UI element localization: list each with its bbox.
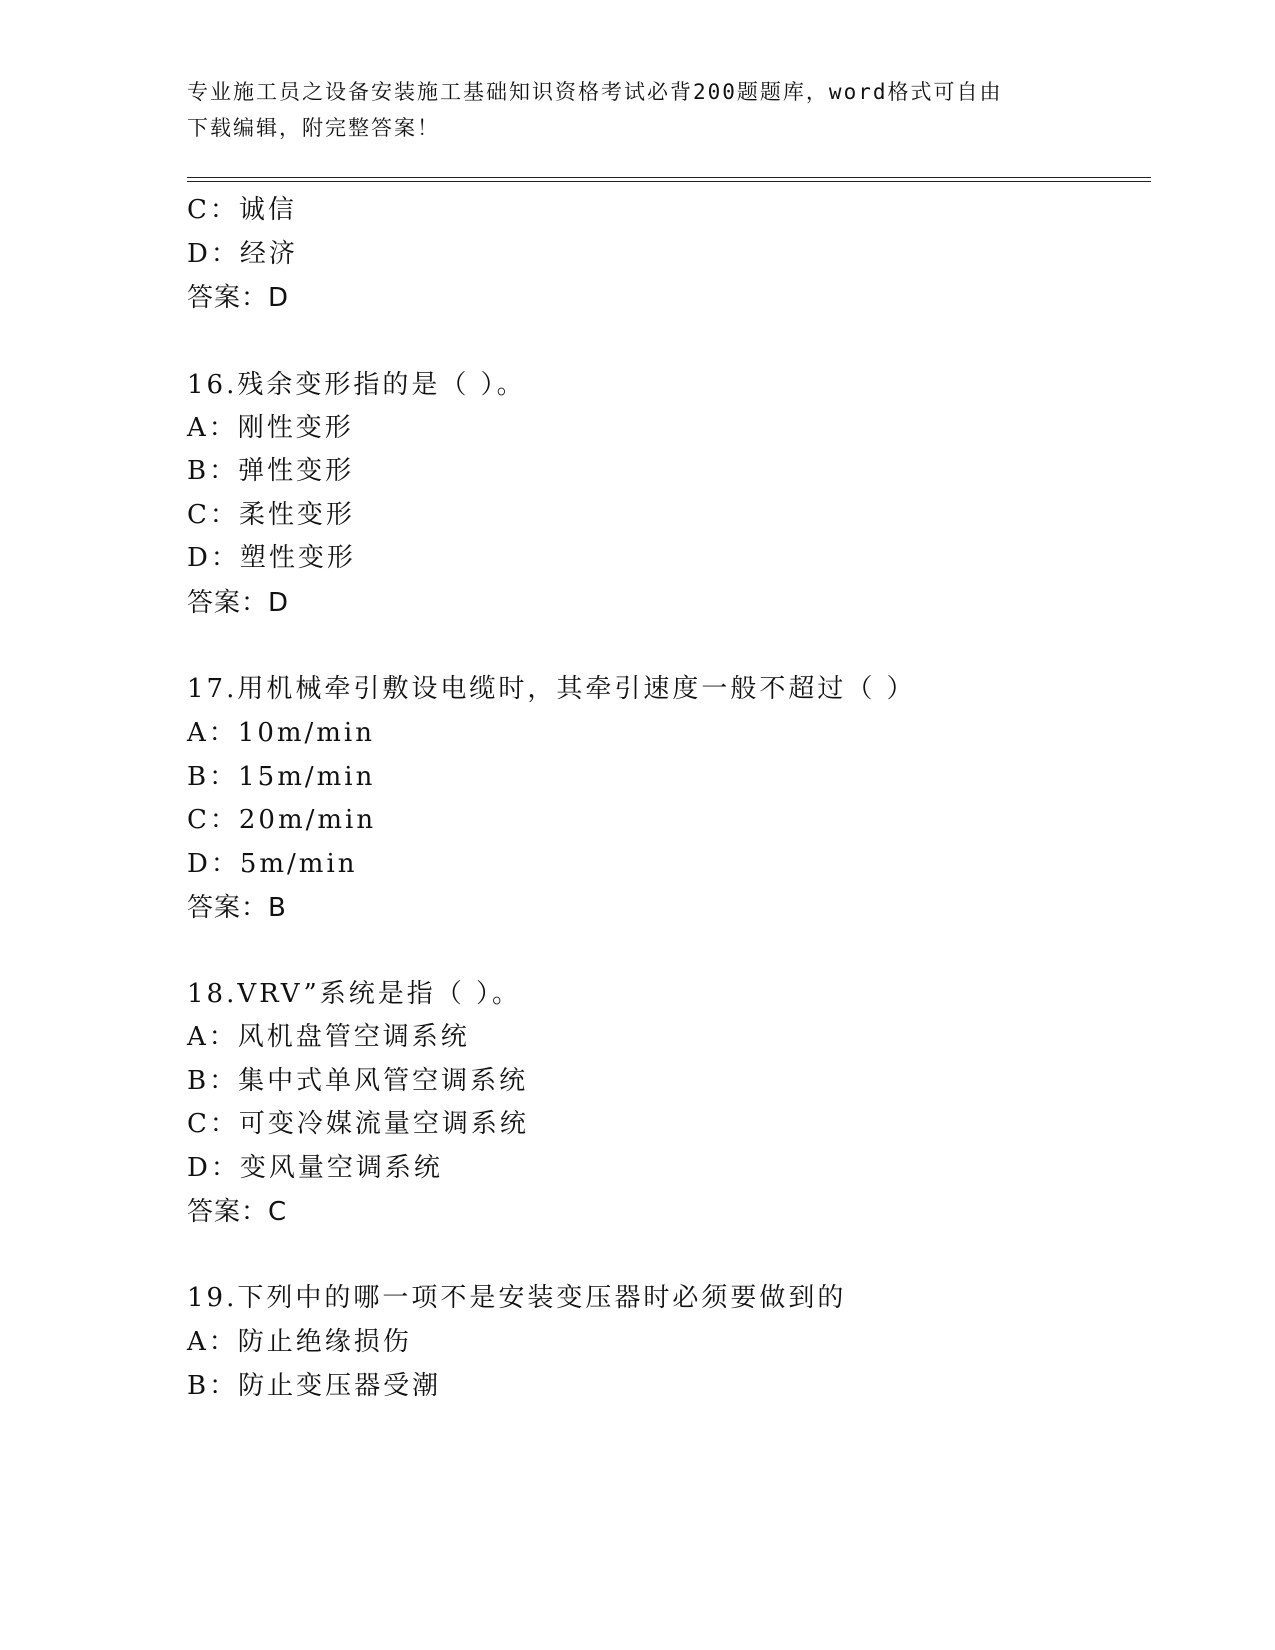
question-16-option-b: B：弹性变形 xyxy=(187,456,355,486)
question-18-answer: 答案：C xyxy=(187,1197,288,1227)
question-19-option-b: B：防止变压器受潮 xyxy=(187,1371,442,1401)
header-divider-bottom xyxy=(187,181,1151,182)
question-17-option-d: D：5m/min xyxy=(187,849,358,879)
option-c: C：诚信 xyxy=(187,195,297,225)
document-header xyxy=(187,74,1067,146)
question-17-option-b: B：15m/min xyxy=(187,762,376,792)
question-19-option-a: A：防止绝缘损伤 xyxy=(187,1327,412,1357)
question-16-answer: 答案：D xyxy=(187,588,290,618)
question-18-option-c: C：可变冷媒流量空调系统 xyxy=(187,1109,529,1139)
question-17-option-a: A：10m/min xyxy=(187,718,375,748)
header-title-line-1: 专业施工员之设备安装施工基础知识资格考试必背200题题库，word格式可自由 xyxy=(187,80,1003,104)
question-16-stem: 16.残余变形指的是（ ）。 xyxy=(187,370,526,400)
header-title-line-2: 下载编辑，附完整答案！ xyxy=(187,116,440,140)
question-16-option-d: D：塑性变形 xyxy=(187,543,356,573)
header-divider-top xyxy=(187,177,1151,178)
question-19-stem: 19.下列中的哪一项不是安装变压器时必须要做到的 xyxy=(187,1283,847,1313)
question-17-answer: 答案：B xyxy=(187,893,287,923)
answer-text: 答案：D xyxy=(187,283,290,313)
question-18-stem: 18.VRV”系统是指（ ）。 xyxy=(187,979,522,1009)
question-18-option-b: B：集中式单风管空调系统 xyxy=(187,1066,529,1096)
option-d: D：经济 xyxy=(187,239,298,269)
question-16-option-c: C：柔性变形 xyxy=(187,500,355,530)
question-17-stem: 17.用机械牵引敷设电缆时，其牵引速度一般不超过（ ） xyxy=(187,674,916,704)
question-18-option-a: A：风机盘管空调系统 xyxy=(187,1022,470,1052)
question-17-option-c: C：20m/min xyxy=(187,805,377,835)
question-18-option-d: D：变风量空调系统 xyxy=(187,1153,443,1183)
question-16-option-a: A：刚性变形 xyxy=(187,413,354,443)
